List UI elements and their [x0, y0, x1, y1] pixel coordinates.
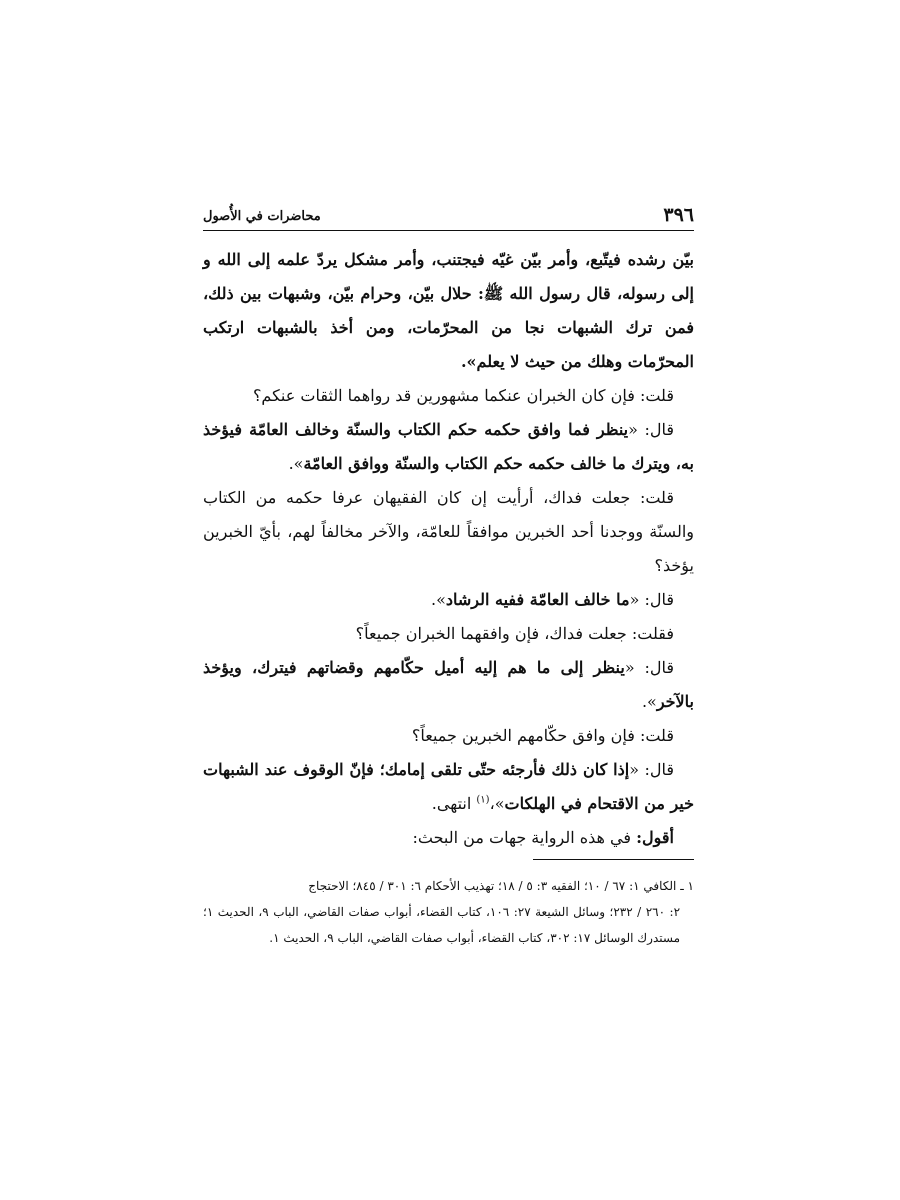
- answer-close: »،: [489, 794, 505, 813]
- paragraph-question-2: قلت: جعلت فداك، أرأيت إن كان الفقيهان عرفا حكمه من الكتاب والسنّة ووجدنا أحد الخبرين موافقاً للعامّة، والآخر مخالفاً لهم، بأيّ الخبرين يؤخذ؟: [203, 488, 694, 575]
- paragraph-question-3: فقلت: جعلت فداك، فإن وافقهما الخبران جميعاً؟: [355, 624, 674, 643]
- answer-quote: ينظر إلى ما هم إليه أميل حكّامهم وقضاتهم فيترك، ويؤخذ بالآخر: [203, 658, 694, 711]
- paragraph-answer-3: [203, 651, 694, 719]
- answer-quote: ما خالف العامّة ففيه الرشاد: [445, 590, 630, 609]
- answer-intro: قال: «: [629, 760, 675, 779]
- answer-close: ».: [641, 692, 657, 711]
- answer-close: ».: [288, 454, 304, 473]
- footnote-reference[interactable]: (١): [476, 794, 490, 806]
- page-number: ٣٩٦: [663, 204, 694, 226]
- answer-end: انتهى.: [431, 794, 477, 813]
- paragraph-answer-4: [203, 753, 694, 821]
- main-text: [203, 243, 694, 855]
- footnote-continuation: ٢: ٢٦٠ / ٢٣٢؛ وسائل الشيعة ٢٧: ١٠٦، كتاب القضاء، أبواب صفات القاضي، الباب ٩، الحديث ١؛ مستدرك الوسائل ١٧: ٣٠٢، كتاب القضاء، أبواب صفات القاضي، الباب ٩، الحديث ١.: [203, 905, 681, 945]
- answer-intro: قال: «: [624, 658, 674, 677]
- page-header: [203, 200, 694, 231]
- answer-quote: إذا كان ذلك فأرجئه حتّى تلقى إمامك؛ فإنّ الوقوف عند الشبهات خير من الاقتحام في الهلكات: [203, 760, 694, 813]
- footnote-divider: [533, 859, 694, 860]
- paragraph-question-4: قلت: فإن وافق حكّامهم الخبرين جميعاً؟: [411, 726, 674, 745]
- answer-close: ».: [431, 590, 446, 609]
- paragraph-question-1: قلت: فإن كان الخبران عنكما مشهورين قد رواهما الثقات عنكم؟: [252, 386, 674, 405]
- paragraph-answer-2: [203, 583, 694, 617]
- answer-intro: قال: «: [628, 420, 675, 439]
- footnotes: [203, 873, 694, 951]
- paragraph-answer-1: [203, 413, 694, 481]
- commentary-text: في هذه الرواية جهات من البحث:: [412, 828, 637, 847]
- footnote-line: ١ ـ الكافي ١: ٦٧ / ١٠؛ الفقيه ٣: ٥ / ١٨؛ تهذيب الأحكام ٦: ٣٠١ / ٨٤٥؛ الاحتجاج: [308, 879, 694, 893]
- paragraph-commentary: [203, 821, 694, 855]
- paragraph-continuation: بيّن رشده فيتّبع، وأمر بيّن غيّه فيجتنب، وأمر مشكل يردّ علمه إلى الله و إلى رسوله، قال رسول الله ﷺ: حلال بيّن، وحرام بيّن، وشبهات بين ذلك، فمن ترك الشبهات نجا من المحرّمات، ومن أخذ بالشبهات ارتكب المحرّمات وهلك من حيث لا يعلم».: [203, 250, 694, 371]
- running-title: محاضرات في الأُصول: [203, 209, 321, 224]
- answer-quote: ينظر فما وافق حكمه حكم الكتاب والسنّة وخالف العامّة فيؤخذ به، ويترك ما خالف حكمه حكم الكتاب والسنّة ووافق العامّة: [203, 420, 694, 473]
- answer-intro: قال: «: [629, 590, 674, 609]
- commentary-label: أقول:: [636, 828, 674, 847]
